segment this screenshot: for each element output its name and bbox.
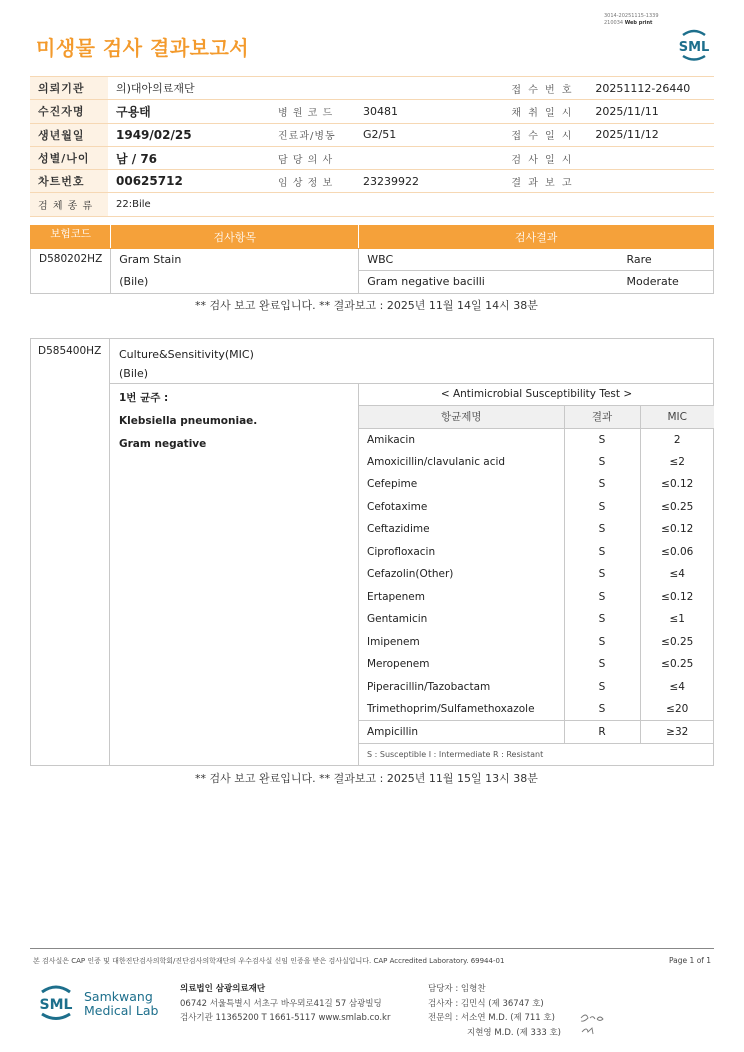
ast-legend: S : Susceptible I : Intermediate R : Resistant	[367, 750, 544, 759]
ast-row: Amoxicillin/clavulanic acid S ≤2	[359, 451, 714, 474]
patient-info-table: 의뢰기관 의)대아의료재단 접 수 번 호 20251112-26440 수진자명 구용태 병 원 코 드 30481 채 취 일 시 2025/11/11 생년월일 1949/02/25 진료과/병동 G2/51 접 수 일 시 2025/11/12 성별/나이 남 / 76 담 당 의 사 검 사 일 시 차트번호 00625712 임 상 정 보 23239922 결 과 보 고 검 체 종 류 22:Bile	[30, 76, 714, 217]
patient-sex-age: 남 / 76	[108, 146, 270, 169]
ast-row: Ceftazidime S ≤0.12	[359, 518, 714, 541]
ast-row: Amikacin S 2	[359, 428, 714, 451]
organism-name: Klebsiella pneumoniae.	[119, 415, 258, 427]
result-row-value: Moderate	[619, 271, 714, 294]
staff-list: 담당자 : 임형찬 검사자 : 김민식 (제 36747 호) 전문의 : 서소연 M.D. (제 711 호) 지현영 M.D. (제 333 호)	[428, 984, 562, 1038]
ast-row: Gentamicin S ≤1	[359, 608, 714, 631]
svg-text:SML: SML	[39, 997, 73, 1013]
ast-table: < Antimicrobial Susceptibility Test > 항균제명 결과 MIC Amikacin S 2 Amoxicillin/clavulanic acid S ≤2 Cefepime S ≤0.12 Cefotaxime S ≤0.25 Ceftazidime S ≤0.12 Ciprofloxacin S ≤0.06 Cefazolin(Other) S ≤4 Ertapenem S ≤0.12 Gentamicin S ≤1 Imipenem S ≤0.25 Meropenem S ≤0.25 Piperacillin/Tazobactam S ≤4 Trimethoprim/Sulfamethoxazole S ≤20 Ampicillin R ≥32 S : Susceptible I : Intermediate R : Resistant	[359, 383, 714, 766]
result-row-name: Gram negative bacilli	[359, 271, 619, 294]
result-row-value: Rare	[619, 248, 714, 271]
req-org-value: 의)대아의료재단	[108, 77, 503, 100]
brand-name: Samkwang Medical Lab	[84, 989, 159, 1018]
culture-code: D585400HZ	[31, 339, 110, 765]
ast-row: Cefotaxime S ≤0.25	[359, 496, 714, 519]
document-id: 3014-20251115-1339 210034 Web print	[604, 13, 659, 26]
lab-address: 의료법인 삼광의료재단 06742 서울특별시 서초구 바우뫼로41길 57 삼광빌딩 검사기관 11365200 T 1661-5117 www.smlab.co.kr	[180, 984, 391, 1023]
ast-row: Ertapenem S ≤0.12	[359, 586, 714, 609]
gram-stain-table: 보험코드 검사항목 검사결과 D580202HZ Gram Stain WBC Rare (Bile) Gram negative bacilli Moderate	[30, 225, 714, 294]
sml-logo-icon	[36, 980, 76, 1024]
report-note-culture: ** 검사 보고 완료입니다. ** 결과보고 : 2025년 11월 15일 13시 38분	[195, 772, 538, 785]
ast-row: Cefepime S ≤0.12	[359, 473, 714, 496]
cert-note: 본 검사실은 CAP 인증 및 대한진단검사의학회/진단검사의학재단의 우수검사실 신임 인증을 받은 검사실입니다. CAP Accredited Laboratory. 69944-01	[33, 957, 505, 965]
patient-name: 구용태	[108, 100, 270, 123]
ast-row: Trimethoprim/Sulfamethoxazole S ≤20	[359, 698, 714, 721]
specimen-type: 22:Bile	[108, 193, 714, 216]
ast-row: Ciprofloxacin S ≤0.06	[359, 541, 714, 564]
ast-row: Imipenem S ≤0.25	[359, 631, 714, 654]
report-note-gram: ** 검사 보고 완료입니다. ** 결과보고 : 2025년 11월 14일 14시 38분	[195, 299, 538, 312]
page-number: Page 1 of 1	[669, 956, 712, 965]
svg-text:SML: SML	[678, 40, 710, 55]
patient-dob: 1949/02/25	[108, 123, 270, 146]
ast-row: Cefazolin(Other) S ≤4	[359, 563, 714, 586]
req-org-label: 의뢰기관	[30, 77, 108, 100]
ast-row: Piperacillin/Tazobactam S ≤4	[359, 676, 714, 699]
gram-code: D580202HZ	[31, 248, 111, 293]
culture-panel: D585400HZ Culture&Sensitivity(MIC) (Bile) 1번 균주 : Klebsiella pneumoniae. Gram negative < Antimicrobial Susceptibility Test > 항균제명 결과 MIC Amikacin S 2 Amoxicillin/clavulanic acid S ≤2 Cefepime S ≤0.12 Cefotaxime S ≤0.25 Ceftazidime S ≤0.12 Ciprofloxacin S ≤0.06 Cefazolin(Other) S ≤4 Ertapenem S ≤0.12 Gentamicin S ≤1 Imipenem S ≤0.25 Meropenem S ≤0.25 Piperacillin/Tazobactam S ≤4 Trimethoprim/Sulfamethoxazole S ≤20 Ampicillin R ≥32 S : Susceptible I : Intermediate R : Resistant	[30, 338, 714, 766]
result-row-name: WBC	[359, 248, 619, 271]
sml-logo-icon	[674, 25, 714, 65]
reg-no-value: 20251112-26440	[587, 77, 714, 100]
signature-icon	[578, 1010, 610, 1038]
ast-row: Meropenem S ≤0.25	[359, 653, 714, 676]
chart-number: 00625712	[108, 170, 270, 193]
organism-info: 1번 균주 : Klebsiella pneumoniae. Gram negative	[119, 392, 258, 450]
page-title: 미생물 검사 결과보고서	[36, 36, 250, 60]
